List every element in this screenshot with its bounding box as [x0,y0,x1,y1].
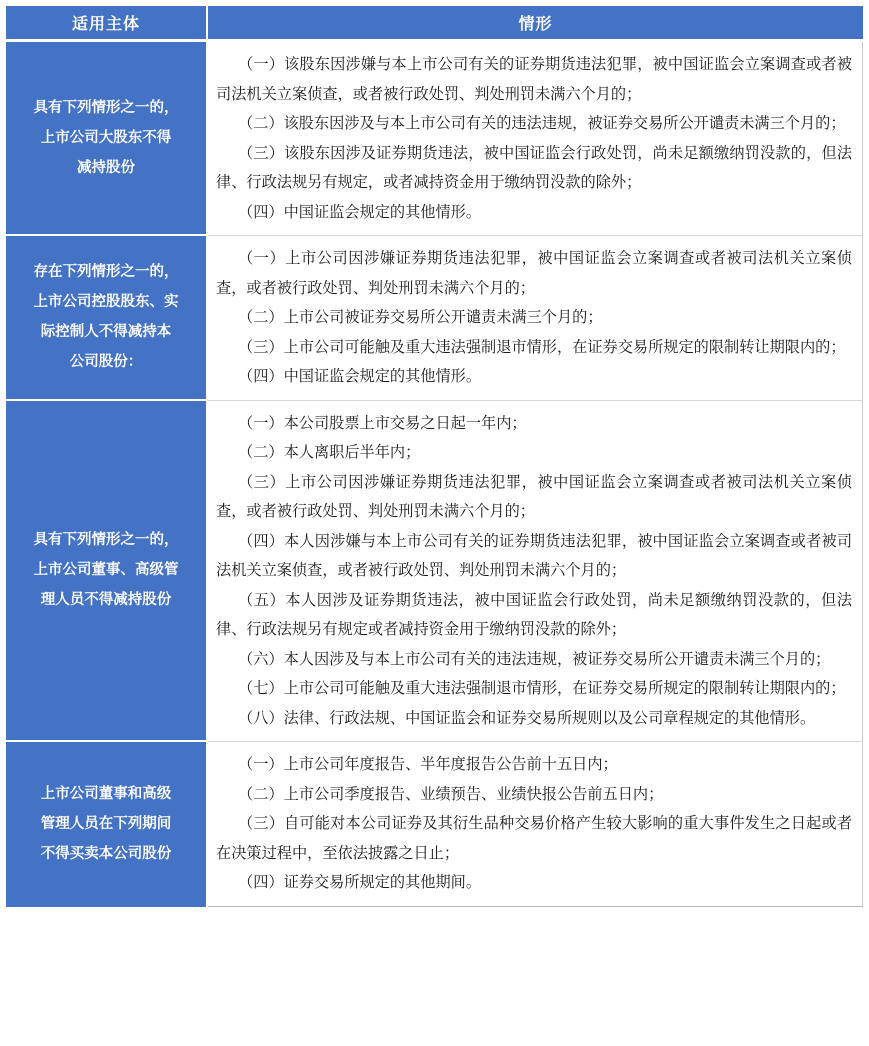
header-row [6,6,863,39]
case-cell [208,42,863,236]
clause-item: （四）中国证监会规定的其他情形。 [238,203,481,221]
subject-cell [6,42,208,236]
clause-item: （五）本人因涉及证券期货违法，被中国证监会行政处罚，尚未足额缴纳罚没款的，但法律、行政法规另有规定或者减持资金用于缴纳罚没款的除外； [216,591,852,638]
subject-line: 公司股份： [69,354,143,371]
column-header-case: 情形 [208,6,863,39]
subject-cell [6,742,208,907]
clause-item: （一）该股东因涉嫌与本上市公司有关的证券期货违法犯罪，被中国证监会立案调查或者被司法机关立案侦查，或者被行政处罚、判处刑罚未满六个月的； [216,56,852,103]
case-cell [208,401,863,743]
subject-line: 上市公司控股股东、实 [33,294,179,311]
subject-line: 具有下列情形之一的， [33,100,179,116]
clause-item: （七）上市公司可能触及重大违法强制退市情形，在证券交易所规定的限制转让期限内的； [238,680,846,697]
subject-line: 存在下列情形之一的， [33,264,179,281]
subject-line: 上市公司大股东不得 [40,130,172,146]
clause-item: （二）上市公司季度报告、业绩预告、业绩快报公告前五日内； [238,785,664,803]
subject-cell [6,236,208,401]
subject-line: 理人员不得减持股份 [40,592,172,609]
clause-item: （四）中国证监会规定的其他情形。 [238,368,481,385]
clause-item: （八）法律、行政法规、中国证监会和证券交易所规则以及公司章程规定的其他情形。 [238,709,816,727]
subject-line: 管理人员在下列期间 [40,816,172,833]
subject-line: 际控制人不得减持本 [40,324,172,341]
clause-item: （二）上市公司被证券交易所公开谴责未满三个月的； [238,309,603,326]
subject-line: 上市公司董事、高级管 [33,562,179,579]
table-header [6,6,863,39]
subject-line: 不得买卖本公司股份 [40,846,172,863]
clause-item: （四）本人因涉嫌与本上市公司有关的证券期货违法犯罪，被中国证监会立案调查或者被司法机关立案侦查，或者被行政处罚、判处刑罚未满六个月的； [216,532,852,579]
table-row [6,401,863,743]
subject-cell [6,401,208,743]
table-row [6,742,863,907]
clause-item: （一）本公司股票上市交易之日起一年内； [238,414,527,432]
clause-item: （四）证券交易所规定的其他期间。 [238,874,481,891]
regulation-table [6,6,863,907]
clause-item: （一）上市公司年度报告、半年度报告公告前十五日内； [238,756,618,773]
clause-item: （三）自可能对本公司证券及其衍生品种交易价格产生较大影响的重大事件发生之日起或者在决策过程中，至依法披露之日止； [216,815,852,862]
clause-item: （二）本人离职后半年内； [238,444,421,461]
table-body [6,39,863,907]
clause-item: （三）该股东因涉及证券期货违法，被中国证监会行政处罚，尚未足额缴纳罚没款的，但法律、行政法规另有规定，或者减持资金用于缴纳罚没款的除外； [216,144,852,191]
clause-item: （三）上市公司可能触及重大违法强制退市情形，在证券交易所规定的限制转让期限内的； [238,338,846,356]
clause-item: （六）本人因涉及与本上市公司有关的违法违规，被证券交易所公开谴责未满三个月的； [238,650,831,668]
case-cell [208,742,863,907]
subject-line: 具有下列情形之一的， [33,532,179,549]
column-header-subject: 适用主体 [6,6,208,39]
clause-item: （二）该股东因涉及与本上市公司有关的违法违规，被证券交易所公开谴责未满三个月的； [238,115,846,132]
subject-line: 上市公司董事和高级 [40,786,172,803]
table-row [6,236,863,401]
subject-line: 减持股份 [77,160,135,176]
clause-item: （三）上市公司因涉嫌证券期货违法犯罪，被中国证监会立案调查或者被司法机关立案侦查，或者被行政处罚、判处刑罚未满六个月的； [216,473,852,520]
case-cell [208,236,863,401]
clause-item: （一）上市公司因涉嫌证券期货违法犯罪，被中国证监会立案调查或者被司法机关立案侦查，或者被行政处罚、判处刑罚未满六个月的； [216,250,852,297]
table-row [6,42,863,236]
